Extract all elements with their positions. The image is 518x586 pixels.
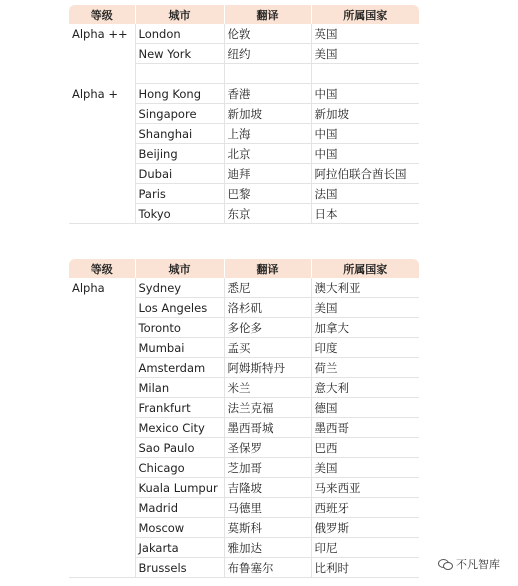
table-row [69, 438, 419, 458]
cell-translation: 纽约 [224, 44, 311, 64]
cell-grade [69, 184, 135, 204]
table-row [69, 498, 419, 518]
cell-translation: 伦敦 [224, 24, 311, 44]
table-row [69, 104, 419, 124]
table-row [69, 558, 419, 578]
wechat-icon [438, 559, 452, 570]
cell-translation: 芝加哥 [224, 458, 311, 478]
cell-city: Beijing [135, 144, 224, 164]
cell-country: 荷兰 [311, 358, 419, 378]
cell-country: 墨西哥 [311, 418, 419, 438]
cell-country: 马来西亚 [311, 478, 419, 498]
cell-country: 德国 [311, 398, 419, 418]
header-country: 所属国家 [311, 259, 419, 278]
cell-translation: 圣保罗 [224, 438, 311, 458]
cell-city: Dubai [135, 164, 224, 184]
cell-grade [69, 438, 135, 458]
cell-grade: Alpha [69, 278, 135, 298]
cell-translation: 上海 [224, 124, 311, 144]
cell-grade [69, 478, 135, 498]
cell-country: 中国 [311, 144, 419, 164]
cell-city: Moscow [135, 518, 224, 538]
table-row [69, 358, 419, 378]
cell-city [135, 64, 224, 84]
cell-city: London [135, 24, 224, 44]
watermark-text: 不凡智库 [456, 558, 500, 571]
cell-translation: 东京 [224, 204, 311, 224]
cell-grade [69, 558, 135, 578]
table-row [69, 64, 419, 84]
table-row [69, 458, 419, 478]
table-row [69, 278, 419, 298]
cell-country: 比利时 [311, 558, 419, 578]
cell-city: Brussels [135, 558, 224, 578]
header-translation: 翻译 [224, 259, 311, 278]
cell-city: Singapore [135, 104, 224, 124]
cell-grade [69, 318, 135, 338]
cell-city: Sydney [135, 278, 224, 298]
cell-grade [69, 498, 135, 518]
cell-grade [69, 204, 135, 224]
cell-grade [69, 378, 135, 398]
cell-city: Mexico City [135, 418, 224, 438]
table-row [69, 298, 419, 318]
cell-country: 法国 [311, 184, 419, 204]
cell-country [311, 64, 419, 84]
cell-city: Hong Kong [135, 84, 224, 104]
cell-translation: 悉尼 [224, 278, 311, 298]
cell-translation: 米兰 [224, 378, 311, 398]
cell-city: Tokyo [135, 204, 224, 224]
city-table-alpha-plus [69, 5, 419, 224]
cell-grade [69, 144, 135, 164]
table-row [69, 24, 419, 44]
cell-city: Mumbai [135, 338, 224, 358]
cell-country: 中国 [311, 84, 419, 104]
cell-country: 巴西 [311, 438, 419, 458]
city-table-alpha [69, 259, 419, 578]
cell-country: 新加坡 [311, 104, 419, 124]
cell-grade [69, 358, 135, 378]
cell-city: Kuala Lumpur [135, 478, 224, 498]
cell-city: Frankfurt [135, 398, 224, 418]
cell-country: 美国 [311, 298, 419, 318]
cell-country: 美国 [311, 458, 419, 478]
cell-grade [69, 398, 135, 418]
cell-translation: 雅加达 [224, 538, 311, 558]
table-row [69, 338, 419, 358]
cell-country: 加拿大 [311, 318, 419, 338]
table-row [69, 84, 419, 104]
cell-translation: 布鲁塞尔 [224, 558, 311, 578]
cell-translation: 马德里 [224, 498, 311, 518]
cell-translation: 巴黎 [224, 184, 311, 204]
cell-city: Milan [135, 378, 224, 398]
table-row [69, 144, 419, 164]
cell-translation: 香港 [224, 84, 311, 104]
cell-country: 阿拉伯联合酋长国 [311, 164, 419, 184]
cell-city: Toronto [135, 318, 224, 338]
table-row [69, 398, 419, 418]
cell-translation: 墨西哥城 [224, 418, 311, 438]
cell-country: 印尼 [311, 538, 419, 558]
table-row [69, 184, 419, 204]
table-row [69, 124, 419, 144]
cell-city: New York [135, 44, 224, 64]
cell-translation: 法兰克福 [224, 398, 311, 418]
cell-translation: 阿姆斯特丹 [224, 358, 311, 378]
table-row [69, 418, 419, 438]
cell-grade: Alpha ++ [69, 24, 135, 44]
table-row [69, 478, 419, 498]
header-country: 所属国家 [311, 5, 419, 24]
cell-translation: 洛杉矶 [224, 298, 311, 318]
cell-grade [69, 298, 135, 318]
cell-translation: 北京 [224, 144, 311, 164]
cell-grade [69, 164, 135, 184]
cell-city: Los Angeles [135, 298, 224, 318]
cell-translation: 莫斯科 [224, 518, 311, 538]
cell-city: Paris [135, 184, 224, 204]
watermark [438, 556, 500, 572]
cell-city: Chicago [135, 458, 224, 478]
cell-grade [69, 124, 135, 144]
table-row [69, 318, 419, 338]
table-row [69, 204, 419, 224]
table-row [69, 44, 419, 64]
cell-city: Amsterdam [135, 358, 224, 378]
table-row [69, 538, 419, 558]
cell-translation: 吉隆坡 [224, 478, 311, 498]
cell-grade [69, 518, 135, 538]
cell-country: 俄罗斯 [311, 518, 419, 538]
cell-city: Sao Paulo [135, 438, 224, 458]
cell-grade [69, 64, 135, 84]
cell-grade: Alpha + [69, 84, 135, 104]
cell-translation: 迪拜 [224, 164, 311, 184]
header-city: 城市 [135, 259, 224, 278]
cell-country: 日本 [311, 204, 419, 224]
cell-translation [224, 64, 311, 84]
cell-city: Shanghai [135, 124, 224, 144]
cell-grade [69, 338, 135, 358]
table-header-row [69, 5, 419, 24]
cell-grade [69, 44, 135, 64]
header-city: 城市 [135, 5, 224, 24]
cell-grade [69, 458, 135, 478]
cell-city: Madrid [135, 498, 224, 518]
cell-grade [69, 104, 135, 124]
cell-grade [69, 538, 135, 558]
table-row [69, 378, 419, 398]
table-row [69, 164, 419, 184]
cell-country: 中国 [311, 124, 419, 144]
table-row [69, 518, 419, 538]
cell-translation: 新加坡 [224, 104, 311, 124]
header-grade: 等级 [69, 259, 135, 278]
cell-translation: 孟买 [224, 338, 311, 358]
cell-grade [69, 418, 135, 438]
header-grade: 等级 [69, 5, 135, 24]
cell-country: 英国 [311, 24, 419, 44]
cell-country: 西班牙 [311, 498, 419, 518]
cell-country: 美国 [311, 44, 419, 64]
cell-translation: 多伦多 [224, 318, 311, 338]
cell-country: 澳大利亚 [311, 278, 419, 298]
table-header-row [69, 259, 419, 278]
cell-country: 印度 [311, 338, 419, 358]
header-translation: 翻译 [224, 5, 311, 24]
cell-country: 意大利 [311, 378, 419, 398]
cell-city: Jakarta [135, 538, 224, 558]
